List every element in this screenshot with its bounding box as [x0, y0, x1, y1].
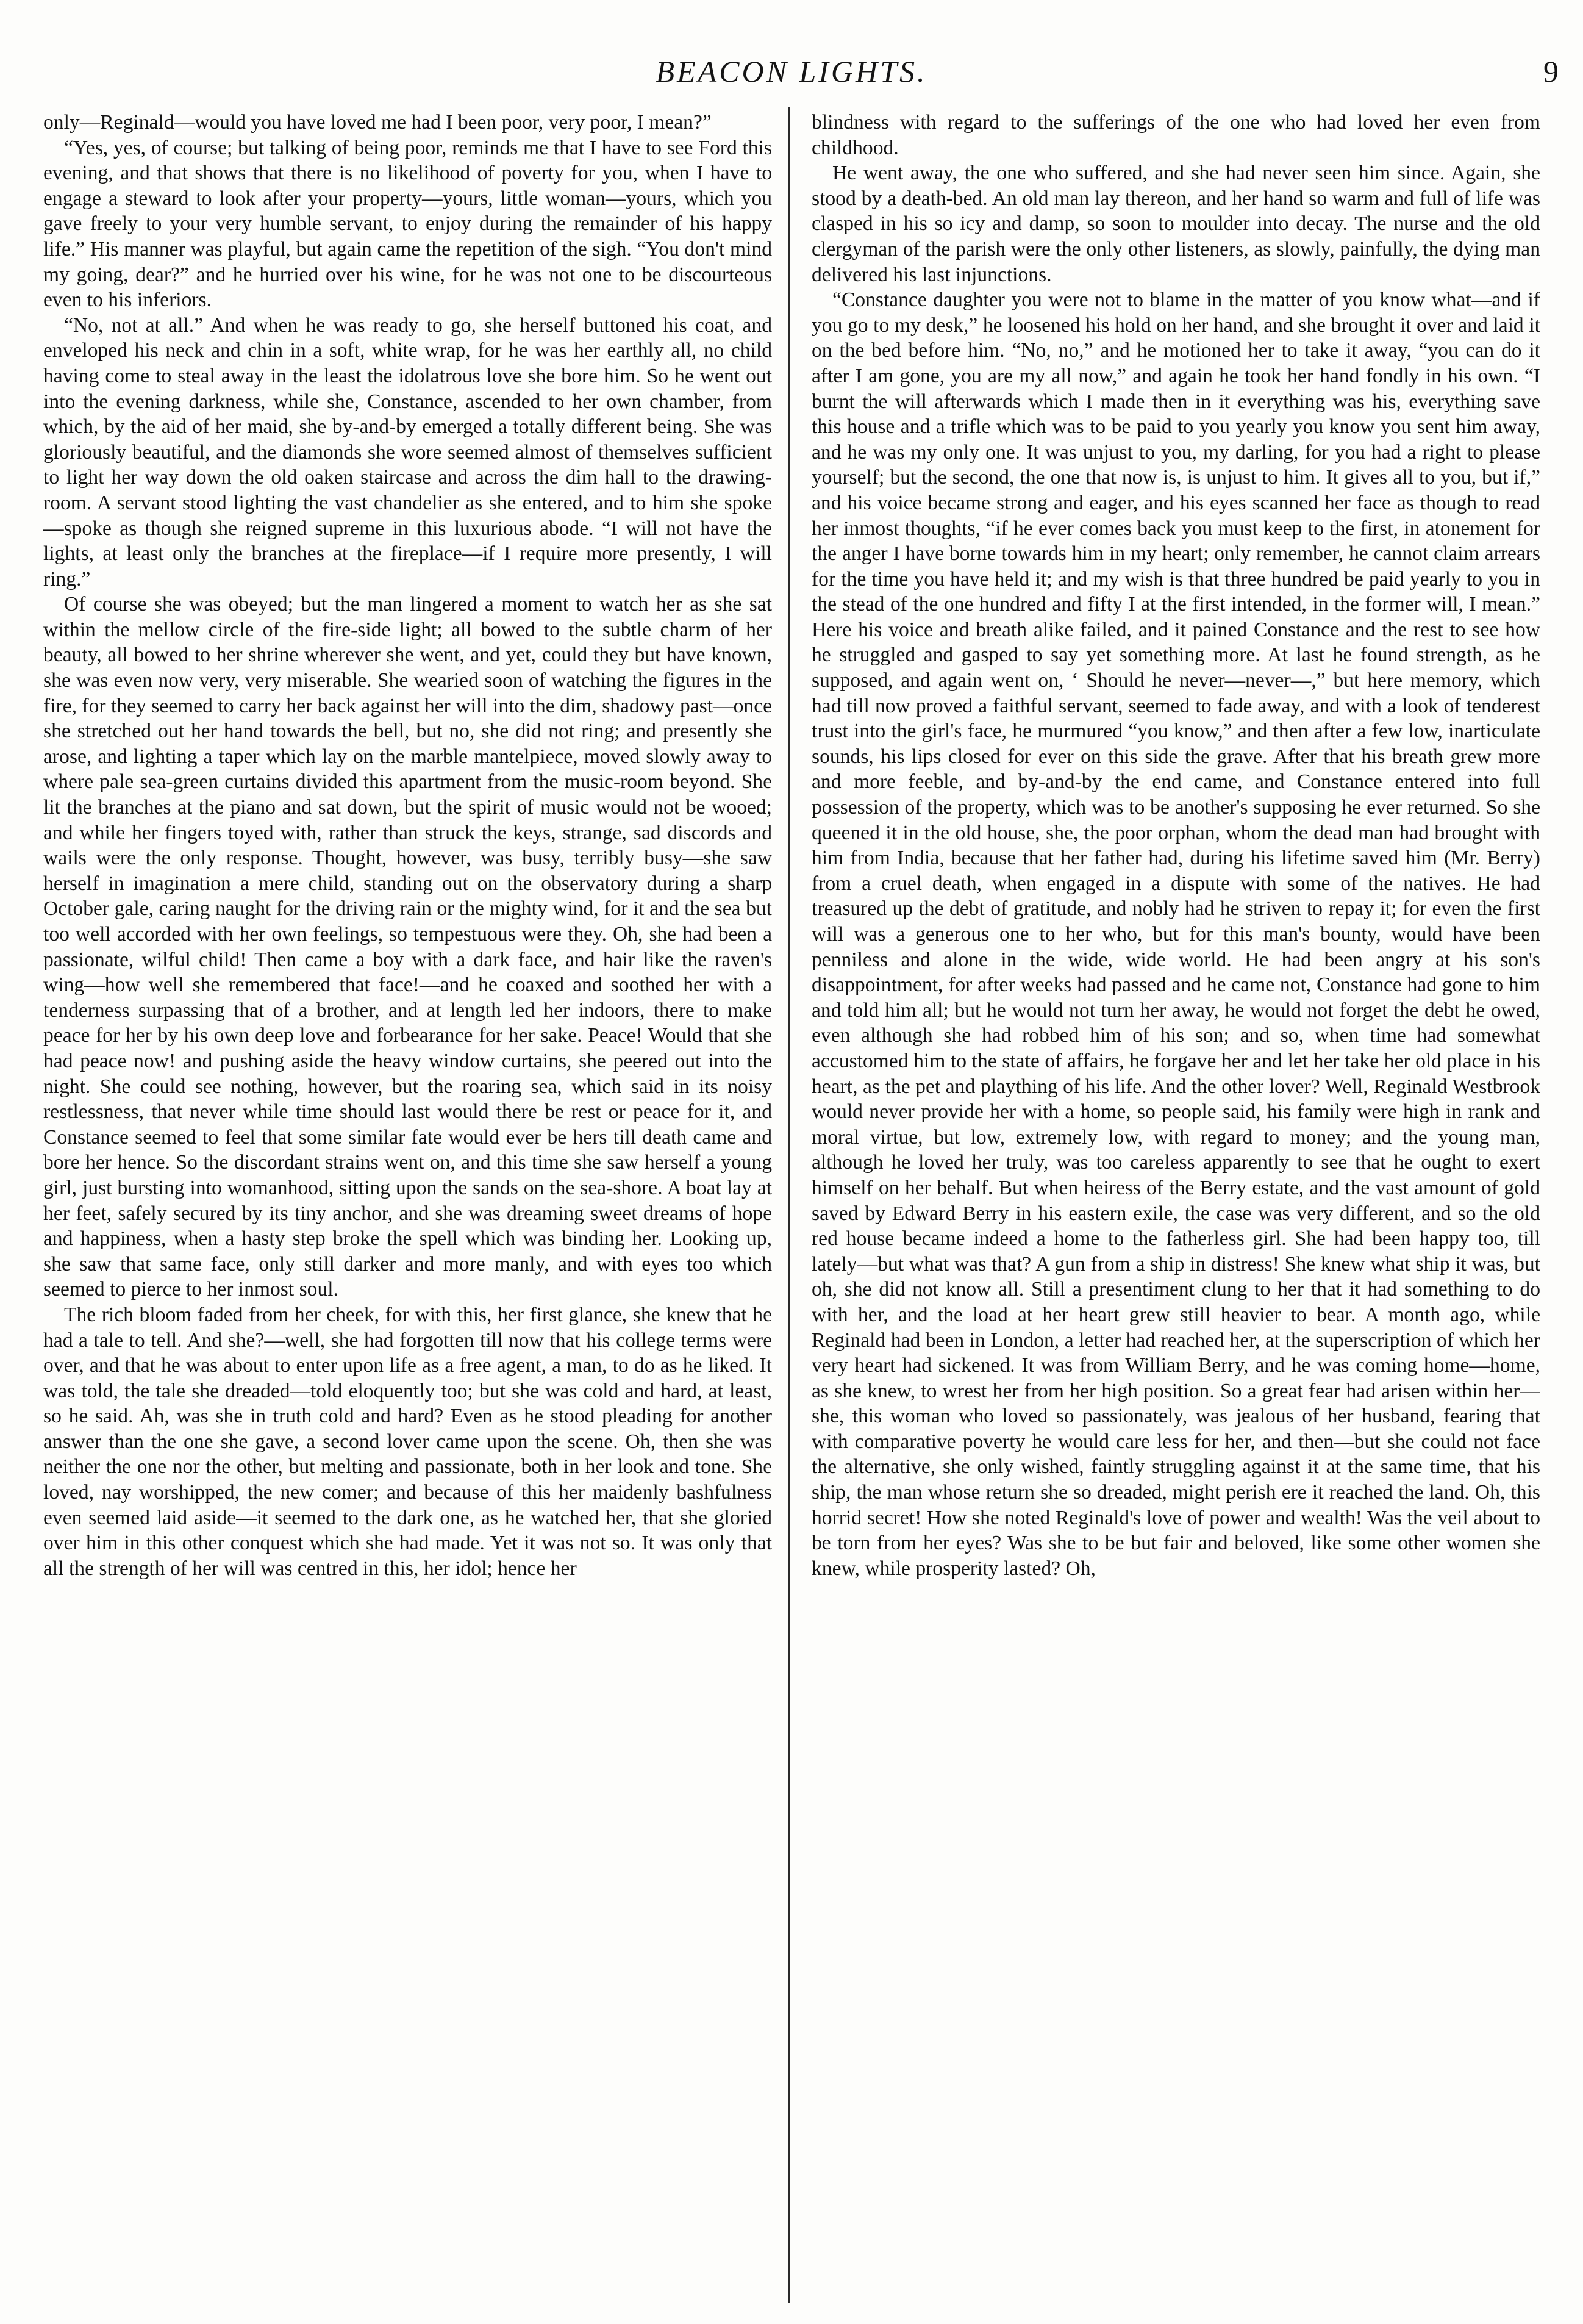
paragraph: “No, not at all.” And when he was ready to go, she herself buttoned his coat, and enveloped his neck and chin in a soft, white wrap, for he was her earthly all, no child having come to steal away in the least the idolatrous love she bore him. So he went out into the evening darkness, while she, Constance, ascended to her own chamber, from which, by the aid of her maid, she by-and-by emerged a totally different being. She was gloriously beautiful, and the diamonds she wore seemed almost of themselves sufficient to light her way down the old oaken staircase and across the dim hall to the drawing-room. A servant stood lighting the vast chandelier as she entered, and to him she spoke—spoke as though she reigned supreme in this luxurious abode. “I will not have the lights, at least only the branches at the fireplace—if I require more presently, I will ring.”	[43, 314, 772, 590]
paragraph: The rich bloom faded from her cheek, for with this, her first glance, she knew that he had a tale to tell. And she?—well, she had forgotten till now that his college terms were over, and that he was about to enter upon life as a free agent, a man, to do as he liked. It was told, the tale she dreaded—told eloquently too; but she was cold and hard, at least, so he said. Ah, was she in truth cold and hard? Even as he stood pleading for another answer than the one she gave, a second lover came upon the scene. Oh, then she was neither the one nor the other, but melting and passionate, both in her look and tone. She loved, nay worshipped, the new comer; and because of this her maidenly bashfulness even seemed laid aside—it seemed to the dark one, as he watched her, that she gloried over him in this other conquest which she had made. Yet it was not so. It was only that all the strength of her will was centred in this, her idol; hence her	[43, 1303, 772, 1580]
paragraph: “Constance daughter you were not to blame in the matter of you know what—and if you go to my desk,” he loosened his hold on her hand, and she brought it over and laid it on the bed before him. “No, no,” and he motioned her to take it away, “you can do it after I am gone, you are my all now,” and again he took her hand fondly in his own. “I burnt the will afterwards which I made then in it everything was his, everything save this house and a trifle which was to be paid to you yearly you know you sent him away, and he was my only one. It was unjust to you, my darling, for you had a right to please yourself; but the second, the one that now is, is unjust to him. It gives all to you, but if,” and his voice became strong and eager, and his eyes scanned her face as though to read her inmost thoughts, “if he ever comes back you must keep to the first, in atonement for the anger I have borne towards him in my heart; only remember, he cannot claim arrears for the time you have held it; and my wish is that three hundred be paid yearly to you in the stead of the one hundred and fifty I at the first intended, in the former will, I mean.” Here his voice and breath alike failed, and it pained Constance and the rest to see how he struggled and gasped to say yet something more. At last he found strength, as he supposed, and again went on, ‘ Should he never—never—,” but here memory, which had till now proved a faithful servant, seemed to fade away, and with a look of tenderest trust into the girl's face, he murmured “you know,” and then after a few low, inarticulate sounds, his lips closed for ever on this side the grave. After that his breath grew more and more feeble, and by-and-by the end came, and Constance entered into full possession of the property, which was to be another's supposing he ever returned. So she queened it in the old house, she, the poor orphan, whom the dead man had brought with him from India, because that her father had, during his lifetime saved him (Mr. Berry) from a cruel death, when engaged in a dispute with some of the natives. He had treasured up the debt of gratitude, and nobly had he striven to repay it; for even the first will was a generous one to her who, but for this man's bounty, would have been penniless and alone in the wide, wide world. He had been angry at his son's disappointment, for after weeks had passed and he came not, Constance had gone to him and told him all; but he would not turn her away, he would not forget the debt he owed, even although she had robbed him of his son; and so, when time had somewhat accustomed him to the state of affairs, he forgave her and let her take her old place in his heart, as the pet and plaything of his life. And the other lover? Well, Reginald Westbrook would never provide her with a home, so people said, his family were high in rank and moral virtue, but low, extremely low, with regard to money; and the young man, although he loved her truly, was too careless apparently to see that he ought to exert himself on her behalf. But when heiress of the Berry estate, and the vast amount of gold saved by Edward Berry in his eastern exile, the case was very different, and so the old red house became indeed a home to the fatherless girl. She had been happy too, till lately—but what was that? A gun from a ship in distress! She knew what ship it was, but oh, she did not know all. Still a presentiment clung to her that it had something to do with her, and the load at her heart grew still heavier to bear. A month ago, while Reginald had been in London, a letter had reached her, at the superscription of which her very heart had sickened. It was from William Berry, and he was coming home—home, as she knew, to wrest her from her high position. So a great fear had arisen within her—she, this woman who loved so passionately, was jealous of her husband, fearing that with comparative poverty he would care less for her, and then—but she could not face the alternative, she only wished, faintly struggling against it at the same time, that his ship, the man whose return she so dreaded, might perish ere it reached the land. Oh, this horrid secret! How she noted Reginald's love of power and wealth! Was the veil about to be torn from her eyes? Was she to be but fair and beloved, like some other women she knew, while prosperity lasted? Oh,	[812, 289, 1540, 1580]
paragraph: blindness with regard to the sufferings of the one who had loved her even from childhood.	[812, 111, 1540, 159]
left-column	[43, 110, 772, 2318]
column-divider	[788, 107, 790, 2303]
paragraph: He went away, the one who suffered, and she had never seen him since. Again, she stood by a death-bed. An old man lay thereon, and her hand so warm and full of life was clasped in his so icy and damp, so soon to moulder into decay. The nurse and the old clergyman of the parish were the only other listeners, as slowly, painfully, the dying man delivered his last injunctions.	[812, 162, 1540, 286]
page-number: 9	[1543, 54, 1559, 88]
paragraph: “Yes, yes, of course; but talking of being poor, reminds me that I have to see Ford this evening, and that shows that there is no likelihood of poverty for you, when I have to engage a steward to look after your property—yours, little woman—yours, which you gave freely to your very humble servant, to enjoy during the remainder of his happy life.” His manner was playful, but again came the repetition of the sigh. “You don't mind my going, dear?” and he hurried over his wine, for he was not one to be discourteous even to his inferiors.	[43, 136, 772, 312]
paragraph: Of course she was obeyed; but the man lingered a moment to watch her as she sat within the mellow circle of the fire-side light; all bowed to the subtle charm of her beauty, all bowed to her shrine wherever she went, and yet, could they but have known, she was even now very, very miserable. She wearied soon of watching the figures in the fire, for they seemed to carry her back against her will into the dim, shadowy past—once she stretched out her hand towards the bell, but no, she did not ring; and presently she arose, and lighting a taper which lay on the marble mantelpiece, moved slowly away to where pale sea-green curtains divided this apartment from the music-room beyond. She lit the branches at the piano and sat down, but the spirit of music would not be wooed; and while her fingers toyed with, rather than struck the keys, strange, sad discords and wails were the only response. Thought, however, was busy, terribly busy—she saw herself in imagination a mere child, standing out on the observatory during a sharp October gale, caring naught for the driving rain or the mighty wind, for it and the sea but too well accorded with her own feelings, so tempestuous were they. Oh, she had been a passionate, wilful child! Then came a boy with a dark face, and hair like the raven's wing—how well she remembered that face!—and he coaxed and soothed her with a tenderness surpassing that of a brother, and at length led her indoors, there to make peace for her by his own deep love and forbearance for her sake. Peace! Would that she had peace now! and pushing aside the heavy window curtains, she peered out into the night. She could see nothing, however, but the roaring sea, which said in its noisy restlessness, that never while time should last would there be rest or peace for it, and Constance seemed to feel that some similar fate would ever be hers till death came and bore her hence. So the discordant strains went on, and this time she saw herself a young girl, just bursting into womanhood, sitting upon the sands on the sea-shore. A boat lay at her feet, safely secured by its tiny anchor, and she was dreaming sweet dreams of hope and happiness, when a hasty step broke the spell which was binding her. Looking up, she saw that same face, only still darker and more manly, and with eyes too which seemed to pierce to her inmost soul.	[43, 593, 772, 1301]
running-title: BEACON LIGHTS.	[656, 54, 927, 88]
paragraph: only—Reginald—would you have loved me had I been poor, very poor, I mean?”	[43, 111, 712, 134]
right-column	[812, 110, 1540, 2318]
